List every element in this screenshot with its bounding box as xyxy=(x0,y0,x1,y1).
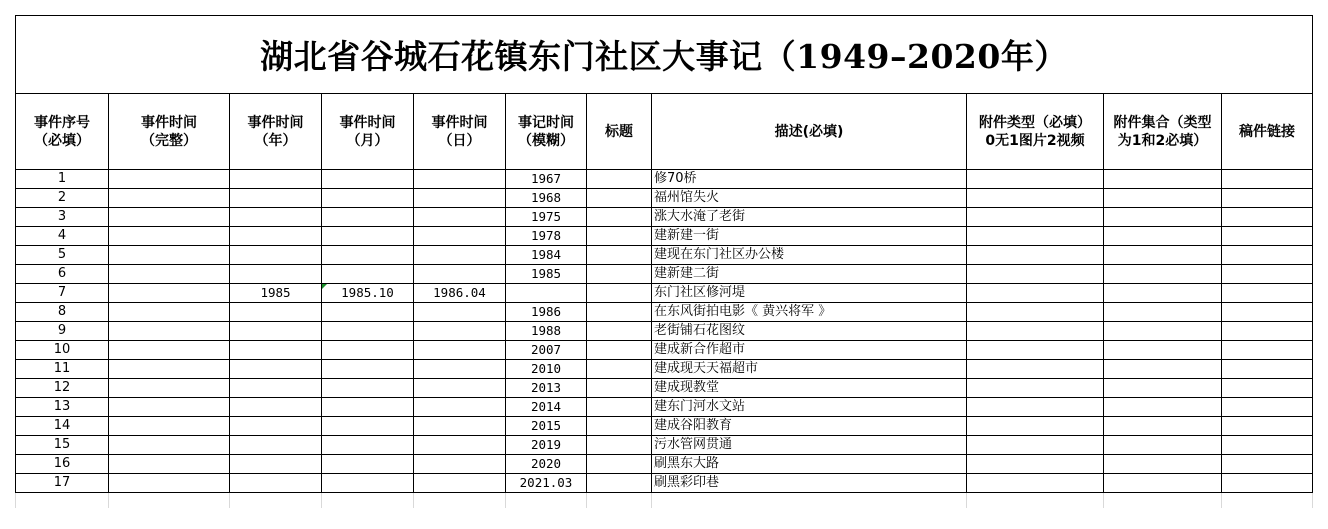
cell-full[interactable] xyxy=(109,417,230,436)
cell-year[interactable] xyxy=(230,303,322,322)
cell-full[interactable] xyxy=(109,227,230,246)
cell-desc[interactable]: 建成新合作超市 xyxy=(652,341,967,360)
cell-day[interactable]: 1986.04 xyxy=(414,284,506,303)
cell-aset[interactable] xyxy=(1104,322,1222,341)
cell-seq[interactable]: 4 xyxy=(16,227,109,246)
cell-atype[interactable] xyxy=(967,189,1104,208)
header-attach-set[interactable] xyxy=(1104,94,1222,170)
cell-link[interactable] xyxy=(1222,170,1313,189)
table-row xyxy=(16,341,1313,360)
cell-atype[interactable] xyxy=(967,398,1104,417)
cell-aset[interactable] xyxy=(1104,303,1222,322)
table-row xyxy=(16,398,1313,417)
cell-month[interactable] xyxy=(322,379,414,398)
cell-fuzzy[interactable]: 1967 xyxy=(506,170,587,189)
cell-year[interactable] xyxy=(230,246,322,265)
header-attach-set-line: 为1和2必填） xyxy=(1117,132,1208,149)
cell-month[interactable] xyxy=(322,436,414,455)
cell-link[interactable] xyxy=(1222,436,1313,455)
event-table xyxy=(15,15,1313,508)
header-title[interactable] xyxy=(587,94,652,170)
cell-full[interactable] xyxy=(109,284,230,303)
cell-full[interactable] xyxy=(109,246,230,265)
table-row xyxy=(16,227,1313,246)
cell-year[interactable] xyxy=(230,322,322,341)
cell-link[interactable] xyxy=(1222,208,1313,227)
cell-atype[interactable] xyxy=(967,322,1104,341)
cell-day[interactable] xyxy=(414,360,506,379)
table-row xyxy=(16,474,1313,493)
cell-seq[interactable]: 10 xyxy=(16,341,109,360)
table-row xyxy=(16,360,1313,379)
cell-day[interactable] xyxy=(414,322,506,341)
cell-link[interactable] xyxy=(1222,227,1313,246)
cell-seq[interactable]: 13 xyxy=(16,398,109,417)
header-time-fuzzy-line: 事记时间 xyxy=(518,114,574,131)
cell-desc[interactable]: 刷黑东大路 xyxy=(652,455,967,474)
cell-atype[interactable] xyxy=(967,303,1104,322)
cell-link[interactable] xyxy=(1222,360,1313,379)
header-time-day-line: （日） xyxy=(438,132,481,149)
cell-desc[interactable]: 建新建二街 xyxy=(652,265,967,284)
cell-fuzzy[interactable]: 2010 xyxy=(506,360,587,379)
cell-day[interactable] xyxy=(414,303,506,322)
header-time-fuzzy[interactable] xyxy=(506,94,587,170)
cell-year[interactable] xyxy=(230,341,322,360)
cell-desc[interactable]: 福州馆失火 xyxy=(652,189,967,208)
cell-title[interactable] xyxy=(587,436,652,455)
cell-fuzzy[interactable]: 1968 xyxy=(506,189,587,208)
cell-full[interactable] xyxy=(109,265,230,284)
cell-desc[interactable]: 老街铺石花图纹 xyxy=(652,322,967,341)
cell-atype[interactable] xyxy=(967,284,1104,303)
header-time-month[interactable] xyxy=(322,94,414,170)
cell-seq[interactable]: 8 xyxy=(16,303,109,322)
empty-row xyxy=(16,493,1313,509)
cell-title[interactable] xyxy=(587,341,652,360)
cell-day[interactable] xyxy=(414,246,506,265)
cell-month[interactable] xyxy=(322,208,414,227)
cell-year[interactable] xyxy=(230,436,322,455)
cell-aset[interactable] xyxy=(1104,455,1222,474)
cell-atype[interactable] xyxy=(967,379,1104,398)
cell-fuzzy[interactable]: 2014 xyxy=(506,398,587,417)
cell-month[interactable] xyxy=(322,227,414,246)
cell-link[interactable] xyxy=(1222,246,1313,265)
cell-seq[interactable]: 14 xyxy=(16,417,109,436)
empty-cell[interactable] xyxy=(109,493,230,509)
header-link[interactable] xyxy=(1222,94,1313,170)
cell-title[interactable] xyxy=(587,303,652,322)
cell-atype[interactable] xyxy=(967,208,1104,227)
cell-year[interactable] xyxy=(230,379,322,398)
cell-link[interactable] xyxy=(1222,341,1313,360)
header-title-line: 标题 xyxy=(605,123,633,140)
cell-title[interactable] xyxy=(587,284,652,303)
cell-fuzzy[interactable]: 1985 xyxy=(506,265,587,284)
cell-title[interactable] xyxy=(587,322,652,341)
empty-cell[interactable] xyxy=(652,493,967,509)
cell-seq[interactable]: 9 xyxy=(16,322,109,341)
cell-day[interactable] xyxy=(414,265,506,284)
cell-year[interactable] xyxy=(230,265,322,284)
cell-link[interactable] xyxy=(1222,417,1313,436)
cell-month[interactable] xyxy=(322,265,414,284)
cell-year[interactable] xyxy=(230,417,322,436)
cell-title[interactable] xyxy=(587,189,652,208)
cell-full[interactable] xyxy=(109,170,230,189)
cell-title[interactable] xyxy=(587,170,652,189)
table-row xyxy=(16,170,1313,189)
cell-seq[interactable]: 12 xyxy=(16,379,109,398)
cell-link[interactable] xyxy=(1222,474,1313,493)
cell-fuzzy[interactable]: 2007 xyxy=(506,341,587,360)
cell-full[interactable] xyxy=(109,322,230,341)
cell-year[interactable] xyxy=(230,227,322,246)
header-desc[interactable] xyxy=(652,94,967,170)
header-seq-line: （必填） xyxy=(34,132,90,149)
header-link-line: 稿件链接 xyxy=(1239,123,1296,140)
cell-fuzzy[interactable]: 1975 xyxy=(506,208,587,227)
header-time-full[interactable] xyxy=(109,94,230,170)
cell-aset[interactable] xyxy=(1104,265,1222,284)
cell-desc[interactable]: 污水管网贯通 xyxy=(652,436,967,455)
header-time-year[interactable] xyxy=(230,94,322,170)
cell-year[interactable] xyxy=(230,208,322,227)
table-row xyxy=(16,417,1313,436)
cell-month[interactable] xyxy=(322,455,414,474)
table-row xyxy=(16,265,1313,284)
header-desc-line: 描述(必填) xyxy=(774,123,844,140)
header-attach-type-line: 附件类型（必填） xyxy=(979,114,1091,131)
cell-day[interactable] xyxy=(414,474,506,493)
cell-full[interactable] xyxy=(109,189,230,208)
cell-month[interactable]: 1985.10 xyxy=(322,284,414,303)
table-row xyxy=(16,189,1313,208)
cell-full[interactable] xyxy=(109,474,230,493)
cell-year[interactable] xyxy=(230,455,322,474)
cell-fuzzy[interactable]: 1988 xyxy=(506,322,587,341)
cell-desc[interactable]: 建成现教堂 xyxy=(652,379,967,398)
cell-fuzzy[interactable]: 2020 xyxy=(506,455,587,474)
cell-year[interactable] xyxy=(230,189,322,208)
empty-cell[interactable] xyxy=(587,493,652,509)
table-row xyxy=(16,322,1313,341)
cell-day[interactable] xyxy=(414,189,506,208)
table-row xyxy=(16,246,1313,265)
cell-link[interactable] xyxy=(1222,455,1313,474)
cell-link[interactable] xyxy=(1222,379,1313,398)
cell-desc[interactable]: 建成现天天福超市 xyxy=(652,360,967,379)
cell-desc[interactable]: 建东门河水文站 xyxy=(652,398,967,417)
cell-year[interactable] xyxy=(230,474,322,493)
header-time-year-line: （年） xyxy=(254,132,297,149)
cell-full[interactable] xyxy=(109,379,230,398)
empty-cell[interactable] xyxy=(230,493,322,509)
header-attach-type[interactable] xyxy=(967,94,1104,170)
table-row xyxy=(16,208,1313,227)
cell-year[interactable] xyxy=(230,360,322,379)
cell-full[interactable] xyxy=(109,455,230,474)
cell-month[interactable] xyxy=(322,398,414,417)
cell-seq[interactable]: 7 xyxy=(16,284,109,303)
header-seq-line: 事件序号 xyxy=(34,114,90,131)
cell-year[interactable] xyxy=(230,170,322,189)
cell-aset[interactable] xyxy=(1104,436,1222,455)
cell-title[interactable] xyxy=(587,455,652,474)
cell-link[interactable] xyxy=(1222,189,1313,208)
table-row xyxy=(16,379,1313,398)
cell-aset[interactable] xyxy=(1104,227,1222,246)
cell-month[interactable] xyxy=(322,303,414,322)
header-time-day-line: 事件时间 xyxy=(431,114,488,131)
table-row xyxy=(16,455,1313,474)
cell-aset[interactable] xyxy=(1104,379,1222,398)
cell-full[interactable] xyxy=(109,398,230,417)
cell-fuzzy[interactable]: 1986 xyxy=(506,303,587,322)
cell-fuzzy[interactable]: 1984 xyxy=(506,246,587,265)
cell-day[interactable] xyxy=(414,455,506,474)
empty-cell[interactable] xyxy=(322,493,414,509)
cell-month[interactable] xyxy=(322,322,414,341)
cell-link[interactable] xyxy=(1222,322,1313,341)
cell-fuzzy[interactable]: 2013 xyxy=(506,379,587,398)
cell-year[interactable] xyxy=(230,398,322,417)
cell-seq[interactable]: 16 xyxy=(16,455,109,474)
cell-day[interactable] xyxy=(414,398,506,417)
header-time-month-line: 事件时间 xyxy=(339,114,396,131)
header-time-day[interactable] xyxy=(414,94,506,170)
header-attach-set-line: 附件集合（类型 xyxy=(1113,114,1212,131)
cell-link[interactable] xyxy=(1222,265,1313,284)
cell-desc[interactable]: 建现在东门社区办公楼 xyxy=(652,246,967,265)
cell-day[interactable] xyxy=(414,227,506,246)
cell-seq[interactable]: 2 xyxy=(16,189,109,208)
header-time-month-line: （月） xyxy=(346,132,389,149)
cell-day[interactable] xyxy=(414,208,506,227)
empty-cell[interactable] xyxy=(16,493,109,509)
header-seq[interactable] xyxy=(16,94,109,170)
empty-cell[interactable] xyxy=(506,493,587,509)
cell-aset[interactable] xyxy=(1104,474,1222,493)
cell-atype[interactable] xyxy=(967,436,1104,455)
header-time-year-line: 事件时间 xyxy=(247,114,304,131)
empty-cell[interactable] xyxy=(1104,493,1222,509)
header-row xyxy=(16,94,1313,170)
cell-seq[interactable]: 15 xyxy=(16,436,109,455)
table-row xyxy=(16,436,1313,455)
cell-title[interactable] xyxy=(587,208,652,227)
cell-seq[interactable]: 11 xyxy=(16,360,109,379)
table-body xyxy=(16,170,1313,509)
cell-atype[interactable] xyxy=(967,360,1104,379)
cell-link[interactable] xyxy=(1222,398,1313,417)
cell-aset[interactable] xyxy=(1104,246,1222,265)
cell-atype[interactable] xyxy=(967,246,1104,265)
cell-title[interactable] xyxy=(587,227,652,246)
cell-year[interactable]: 1985 xyxy=(230,284,322,303)
cell-full[interactable] xyxy=(109,208,230,227)
empty-cell[interactable] xyxy=(1222,493,1313,509)
cell-aset[interactable] xyxy=(1104,170,1222,189)
cell-month[interactable] xyxy=(322,189,414,208)
cell-title[interactable] xyxy=(587,417,652,436)
cell-month[interactable] xyxy=(322,417,414,436)
cell-link[interactable] xyxy=(1222,284,1313,303)
cell-aset[interactable] xyxy=(1104,284,1222,303)
cell-title[interactable] xyxy=(587,379,652,398)
cell-fuzzy[interactable]: 2015 xyxy=(506,417,587,436)
cell-fuzzy[interactable]: 2019 xyxy=(506,436,587,455)
cell-full[interactable] xyxy=(109,360,230,379)
cell-full[interactable] xyxy=(109,436,230,455)
cell-aset[interactable] xyxy=(1104,189,1222,208)
cell-aset[interactable] xyxy=(1104,341,1222,360)
cell-seq[interactable]: 1 xyxy=(16,170,109,189)
table-row xyxy=(16,303,1313,322)
cell-fuzzy[interactable] xyxy=(506,284,587,303)
cell-month[interactable] xyxy=(322,341,414,360)
cell-atype[interactable] xyxy=(967,265,1104,284)
empty-cell[interactable] xyxy=(967,493,1104,509)
cell-day[interactable] xyxy=(414,379,506,398)
cell-desc[interactable]: 刷黑彩印巷 xyxy=(652,474,967,493)
cell-atype[interactable] xyxy=(967,417,1104,436)
cell-aset[interactable] xyxy=(1104,417,1222,436)
cell-atype[interactable] xyxy=(967,170,1104,189)
cell-seq[interactable]: 6 xyxy=(16,265,109,284)
cell-month[interactable] xyxy=(322,360,414,379)
cell-fuzzy[interactable]: 1978 xyxy=(506,227,587,246)
sheet-title[interactable]: 湖北省谷城石花镇东门社区大事记（1949–2020年） xyxy=(16,16,1313,94)
cell-aset[interactable] xyxy=(1104,208,1222,227)
cell-atype[interactable] xyxy=(967,227,1104,246)
cell-aset[interactable] xyxy=(1104,398,1222,417)
cell-month[interactable] xyxy=(322,474,414,493)
cell-full[interactable] xyxy=(109,303,230,322)
cell-atype[interactable] xyxy=(967,474,1104,493)
header-time-fuzzy-line: （模糊） xyxy=(518,132,574,149)
cell-month[interactable] xyxy=(322,170,414,189)
header-time-full-line: 事件时间 xyxy=(141,114,197,131)
header-time-full-line: （完整） xyxy=(141,132,197,149)
cell-title[interactable] xyxy=(587,398,652,417)
cell-title[interactable] xyxy=(587,265,652,284)
cell-link[interactable] xyxy=(1222,303,1313,322)
cell-title[interactable] xyxy=(587,246,652,265)
cell-day[interactable] xyxy=(414,341,506,360)
header-attach-type-line: 0无1图片2视频 xyxy=(985,132,1085,149)
cell-desc[interactable]: 在东风街拍电影《 黄兴将军 》 xyxy=(652,303,967,322)
cell-fuzzy[interactable]: 2021.03 xyxy=(506,474,587,493)
empty-cell[interactable] xyxy=(414,493,506,509)
cell-atype[interactable] xyxy=(967,455,1104,474)
cell-desc[interactable]: 修70桥 xyxy=(652,170,967,189)
cell-desc[interactable]: 涨大水淹了老街 xyxy=(652,208,967,227)
table-row xyxy=(16,284,1313,303)
cell-desc[interactable]: 建成谷阳教育 xyxy=(652,417,967,436)
cell-seq[interactable]: 17 xyxy=(16,474,109,493)
cell-day[interactable] xyxy=(414,170,506,189)
cell-desc[interactable]: 东门社区修河堤 xyxy=(652,284,967,303)
cell-day[interactable] xyxy=(414,436,506,455)
cell-seq[interactable]: 5 xyxy=(16,246,109,265)
cell-atype[interactable] xyxy=(967,341,1104,360)
cell-desc[interactable]: 建新建一街 xyxy=(652,227,967,246)
cell-title[interactable] xyxy=(587,474,652,493)
cell-seq[interactable]: 3 xyxy=(16,208,109,227)
cell-day[interactable] xyxy=(414,417,506,436)
cell-title[interactable] xyxy=(587,360,652,379)
cell-month[interactable] xyxy=(322,246,414,265)
cell-aset[interactable] xyxy=(1104,360,1222,379)
cell-full[interactable] xyxy=(109,341,230,360)
